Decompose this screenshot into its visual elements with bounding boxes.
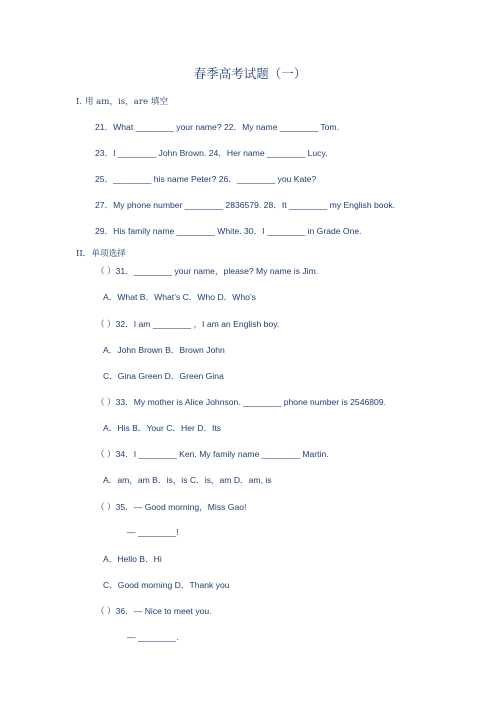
option-line: A．What B．What’s C．Who D．Who’s	[103, 292, 256, 302]
question-line: （ ）32．I am ________ ，I am an English boy.	[96, 319, 280, 329]
question-line: 29．His family name ________ White. 30．I ________ in Grade One.	[95, 226, 362, 236]
answer-line: — ________!	[127, 527, 179, 537]
answer-line: — ________.	[127, 632, 179, 642]
question-line: （ ）33．My mother is Alice Johnson. ________ phone number is 2546809.	[96, 397, 386, 407]
question-line: （ ）34．I ________ Ken. My family name ________ Martin.	[96, 449, 329, 459]
question-line: （ ）31．________ your name，please? My name is Jim.	[96, 266, 319, 276]
option-line: A．His B．Your C．Her D．Its	[103, 423, 222, 433]
option-line: A．John Brown B．Brown John	[103, 345, 225, 355]
section-2-heading: II．单项选择	[76, 249, 126, 259]
page-title: 春季高考试题（一）	[193, 66, 307, 81]
question-line: 25．________ his name Peter? 26．________ you Kate?	[95, 174, 317, 184]
option-line: C．Gina Green D．Green Gina	[103, 371, 224, 381]
section-1-heading: I. 用 am，is，are 填空	[76, 97, 169, 107]
question-line: （ ）36．— Nice to meet you.	[96, 606, 212, 616]
option-line: A．am，am B．is，is C．is，am D．am, is	[103, 475, 272, 485]
question-line: 27．My phone number ________ 2836579. 28．It ________ my English book.	[95, 200, 396, 210]
question-line: 21．What ________ your name? 22．My name ________ Tom.	[95, 122, 339, 132]
question-line: （ ）35．— Good morning，Miss Gao!	[96, 502, 247, 512]
option-line: A．Hello B．Hi	[103, 554, 162, 564]
option-line: C．Good morning D．Thank you	[103, 580, 230, 590]
question-line: 23．I ________ John Brown. 24．Her name ________ Lucy.	[95, 148, 328, 158]
